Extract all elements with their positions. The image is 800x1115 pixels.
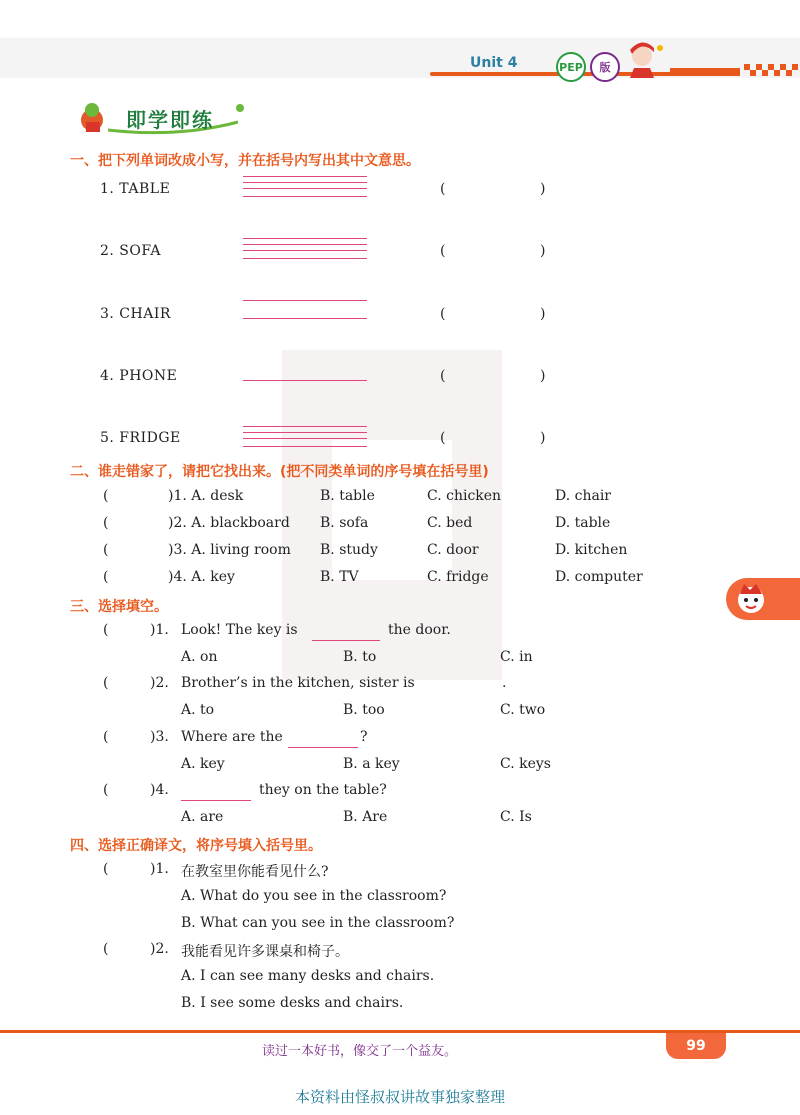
q4-num-2: )2. (150, 941, 169, 957)
q3-paren: ( (103, 622, 109, 638)
q1-item-1: 1. TABLE (100, 181, 171, 197)
q4-q2-b: B. I see some desks and chairs. (181, 995, 404, 1011)
q2-paren: ( (103, 488, 109, 504)
q3-num-1: )1. (150, 622, 169, 638)
q3-q3-pre: Where are the (181, 729, 283, 745)
q2-row-2-c: C. bed (427, 515, 473, 531)
answer-blank[interactable] (181, 786, 251, 801)
q1-item-4: 4. PHONE (100, 368, 178, 384)
answer-blank[interactable] (312, 626, 380, 641)
q3-q1-a: A. on (181, 649, 218, 665)
q2-row-1-a: )1. A. desk (168, 488, 244, 504)
q1-paren-close: ) (540, 243, 546, 259)
q2-row-3-d: D. kitchen (555, 542, 628, 558)
q2-row-4-c: C. fridge (427, 569, 489, 585)
q2-row-2-a: )2. A. blackboard (168, 515, 290, 531)
writing-line[interactable] (243, 196, 367, 197)
q2-paren: ( (103, 569, 109, 585)
q3-q3-a: A. key (181, 756, 225, 772)
q2-row-1-d: D. chair (555, 488, 611, 504)
pep-badge: PEP (556, 52, 586, 82)
q3-q1-c: C. in (500, 649, 533, 665)
q1-item-3: 3. CHAIR (100, 306, 171, 322)
q3-heading: 三、选择填空。 (70, 599, 168, 615)
q3-q1-b: B. to (343, 649, 377, 665)
q4-heading: 四、选择正确译文，将序号填入括号里。 (70, 838, 322, 854)
writing-line[interactable] (243, 438, 367, 439)
q1-item-5: 5. FRIDGE (100, 430, 181, 446)
page-number: 99 (666, 1033, 726, 1059)
watermark-text: 本资料由怪叔叔讲故事独家整理 (294, 1088, 505, 1106)
q3-q2-c: C. two (500, 702, 546, 718)
unit-label: Unit 4 (470, 55, 518, 71)
q2-row-4-a: )4. A. key (168, 569, 235, 585)
q3-q4-post: they on the table? (259, 782, 387, 798)
q4-q2-a: A. I can see many desks and chairs. (181, 968, 435, 984)
mascot-face-icon (734, 582, 768, 616)
footer-motto: 读过一本好书，像交了一个益友。 (262, 1044, 458, 1059)
q2-row-2-d: D. table (555, 515, 611, 531)
q3-paren: ( (103, 729, 109, 745)
mascot-girl-icon (620, 40, 670, 80)
writing-line[interactable] (243, 258, 367, 259)
q4-q2-text: 我能看见许多课桌和椅子。 (181, 944, 349, 960)
q2-row-3-c: C. door (427, 542, 479, 558)
q3-q4-c: C. Is (500, 809, 532, 825)
q2-paren: ( (103, 515, 109, 531)
q1-paren-close: ) (540, 306, 546, 322)
q3-num-2: )2. (150, 675, 169, 691)
q2-row-3-a: )3. A. living room (168, 542, 291, 558)
q2-paren: ( (103, 542, 109, 558)
q3-q3-c: C. keys (500, 756, 551, 772)
section-title: 即学即练 (126, 108, 214, 132)
q3-q2-b: B. too (343, 702, 385, 718)
q3-q1-post: the door. (388, 622, 451, 638)
q1-paren-close: ) (540, 368, 546, 384)
q3-q4-b: B. Are (343, 809, 388, 825)
q4-q1-text: 在教室里你能看见什么? (181, 864, 329, 880)
q3-num-3: )3. (150, 729, 169, 745)
q4-q1-a: A. What do you see in the classroom? (181, 888, 447, 904)
q4-paren: ( (103, 941, 109, 957)
writing-line[interactable] (243, 244, 367, 245)
q1-item-2: 2. SOFA (100, 243, 161, 259)
q3-q4-a: A. are (181, 809, 224, 825)
writing-line[interactable] (243, 182, 367, 183)
q1-paren-open: ( (440, 243, 446, 259)
q2-row-1-c: C. chicken (427, 488, 502, 504)
q3-q3-post: ? (360, 729, 368, 745)
q1-paren-open: ( (440, 430, 446, 446)
q2-row-2-b: B. sofa (320, 515, 369, 531)
q2-row-3-b: B. study (320, 542, 378, 558)
q3-q2-pre: Brother’s in the kitchen, sister is (181, 675, 415, 691)
q1-paren-close: ) (540, 430, 546, 446)
writing-line[interactable] (243, 446, 367, 447)
writing-line[interactable] (243, 300, 367, 301)
writing-line[interactable] (243, 432, 367, 433)
writing-line[interactable] (243, 318, 367, 319)
q4-paren: ( (103, 861, 109, 877)
edition-badge: 版 (590, 52, 620, 82)
q1-heading: 一、把下列单词改成小写，并在括号内写出其中文意思。 (70, 153, 420, 169)
q1-paren-open: ( (440, 306, 446, 322)
q4-num-1: )1. (150, 861, 169, 877)
q1-paren-close: ) (540, 181, 546, 197)
q3-q2-post: . (502, 675, 507, 691)
answer-blank[interactable] (288, 733, 358, 748)
writing-line[interactable] (243, 380, 367, 381)
q3-num-4: )4. (150, 782, 169, 798)
q1-paren-open: ( (440, 181, 446, 197)
q4-q1-b: B. What can you see in the classroom? (181, 915, 455, 931)
q3-q2-a: A. to (181, 702, 215, 718)
writing-line[interactable] (243, 188, 367, 189)
q2-row-4-d: D. computer (555, 569, 643, 585)
writing-line[interactable] (243, 176, 367, 177)
q2-row-1-b: B. table (320, 488, 375, 504)
checker-pattern-icon (670, 62, 800, 78)
q3-paren: ( (103, 782, 109, 798)
writing-line[interactable] (243, 238, 367, 239)
writing-line[interactable] (243, 426, 367, 427)
q2-row-4-b: B. TV (320, 569, 359, 585)
q2-heading: 二、谁走错家了，请把它找出来。(把不同类单词的序号填在括号里) (70, 464, 489, 480)
writing-line[interactable] (243, 250, 367, 251)
q1-paren-open: ( (440, 368, 446, 384)
q3-q1-pre: Look! The key is (181, 622, 298, 638)
q3-paren: ( (103, 675, 109, 691)
q3-q3-b: B. a key (343, 756, 400, 772)
